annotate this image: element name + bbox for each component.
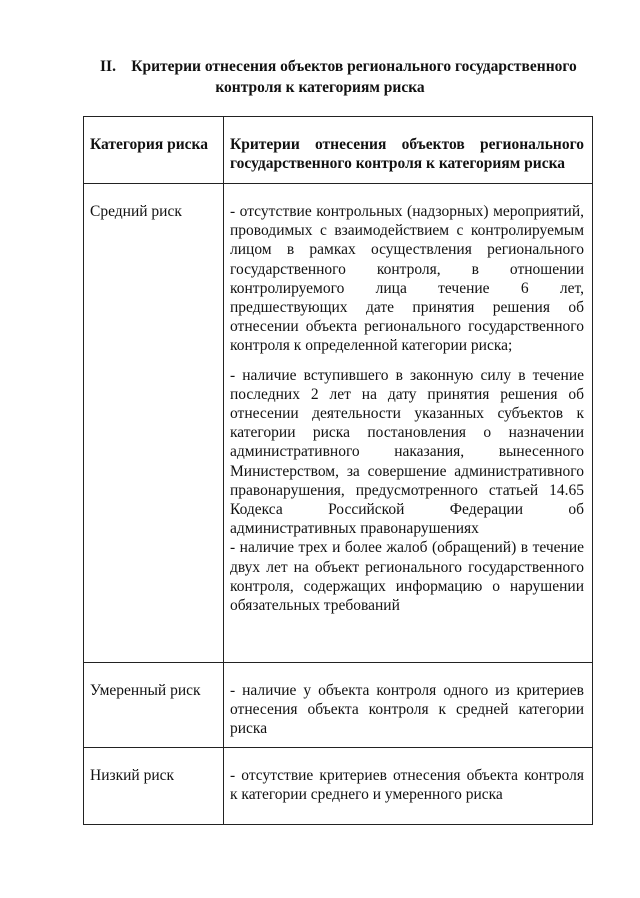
risk-category-cell: Средний риск	[84, 184, 224, 663]
criterion-item: - наличие вступившего в законную силу в течение последних 2 лет на дату принятия решения об отнесении деятельности указанных субъектов к категории риска постановления о назначении административного наказания, вынесенного Министерством, за совершение административного правонарушения, предусмотренного статьей 14.65 Кодекса Российской Федерации об административных правонарушениях	[230, 366, 584, 538]
table-row-medium-risk	[84, 184, 593, 663]
risk-criteria-table	[83, 116, 593, 825]
table-row-low-risk	[84, 747, 593, 824]
risk-category-cell: Низкий риск	[84, 747, 224, 824]
section-title-line-1: Критерии отнесения объектов регионального государственного	[131, 58, 577, 75]
risk-category-cell: Умеренный риск	[84, 663, 224, 748]
table-header-row	[84, 117, 593, 184]
criterion-item: - отсутствие критериев отнесения объекта контроля к категории среднего и умеренного риска	[230, 766, 584, 803]
risk-criteria-cell	[224, 663, 593, 748]
risk-criteria-cell	[224, 747, 593, 824]
section-heading	[0, 57, 640, 98]
criterion-item: - наличие у объекта контроля одного из критериев отнесения объекта контроля к средней категории риска	[230, 682, 584, 738]
table-row-moderate-risk	[84, 663, 593, 748]
criterion-item: - наличие трех и более жалоб (обращений) в течение двух лет на объект регионального государственного контроля, содержащих информацию о нарушении обязательных требований	[230, 539, 584, 615]
section-title-line-2: контроля к категориям риска	[215, 79, 425, 96]
header-criteria: Критерии отнесения объектов регионального государственного контроля к категориям риска	[224, 117, 593, 184]
section-number: II.	[100, 58, 116, 75]
risk-criteria-cell	[224, 184, 593, 663]
criterion-item: - отсутствие контрольных (надзорных) мероприятий, проводимых с взаимодействием с контролируемым лицом в рамках осуществления регионального государственного контроля, в отношении контролируемого лица течение 6 лет, предшествующих дате принятия решения об отнесении объекта регионального государственного контроля к определенной категории риска;	[230, 203, 584, 355]
header-risk-category: Категория риска	[84, 117, 224, 184]
